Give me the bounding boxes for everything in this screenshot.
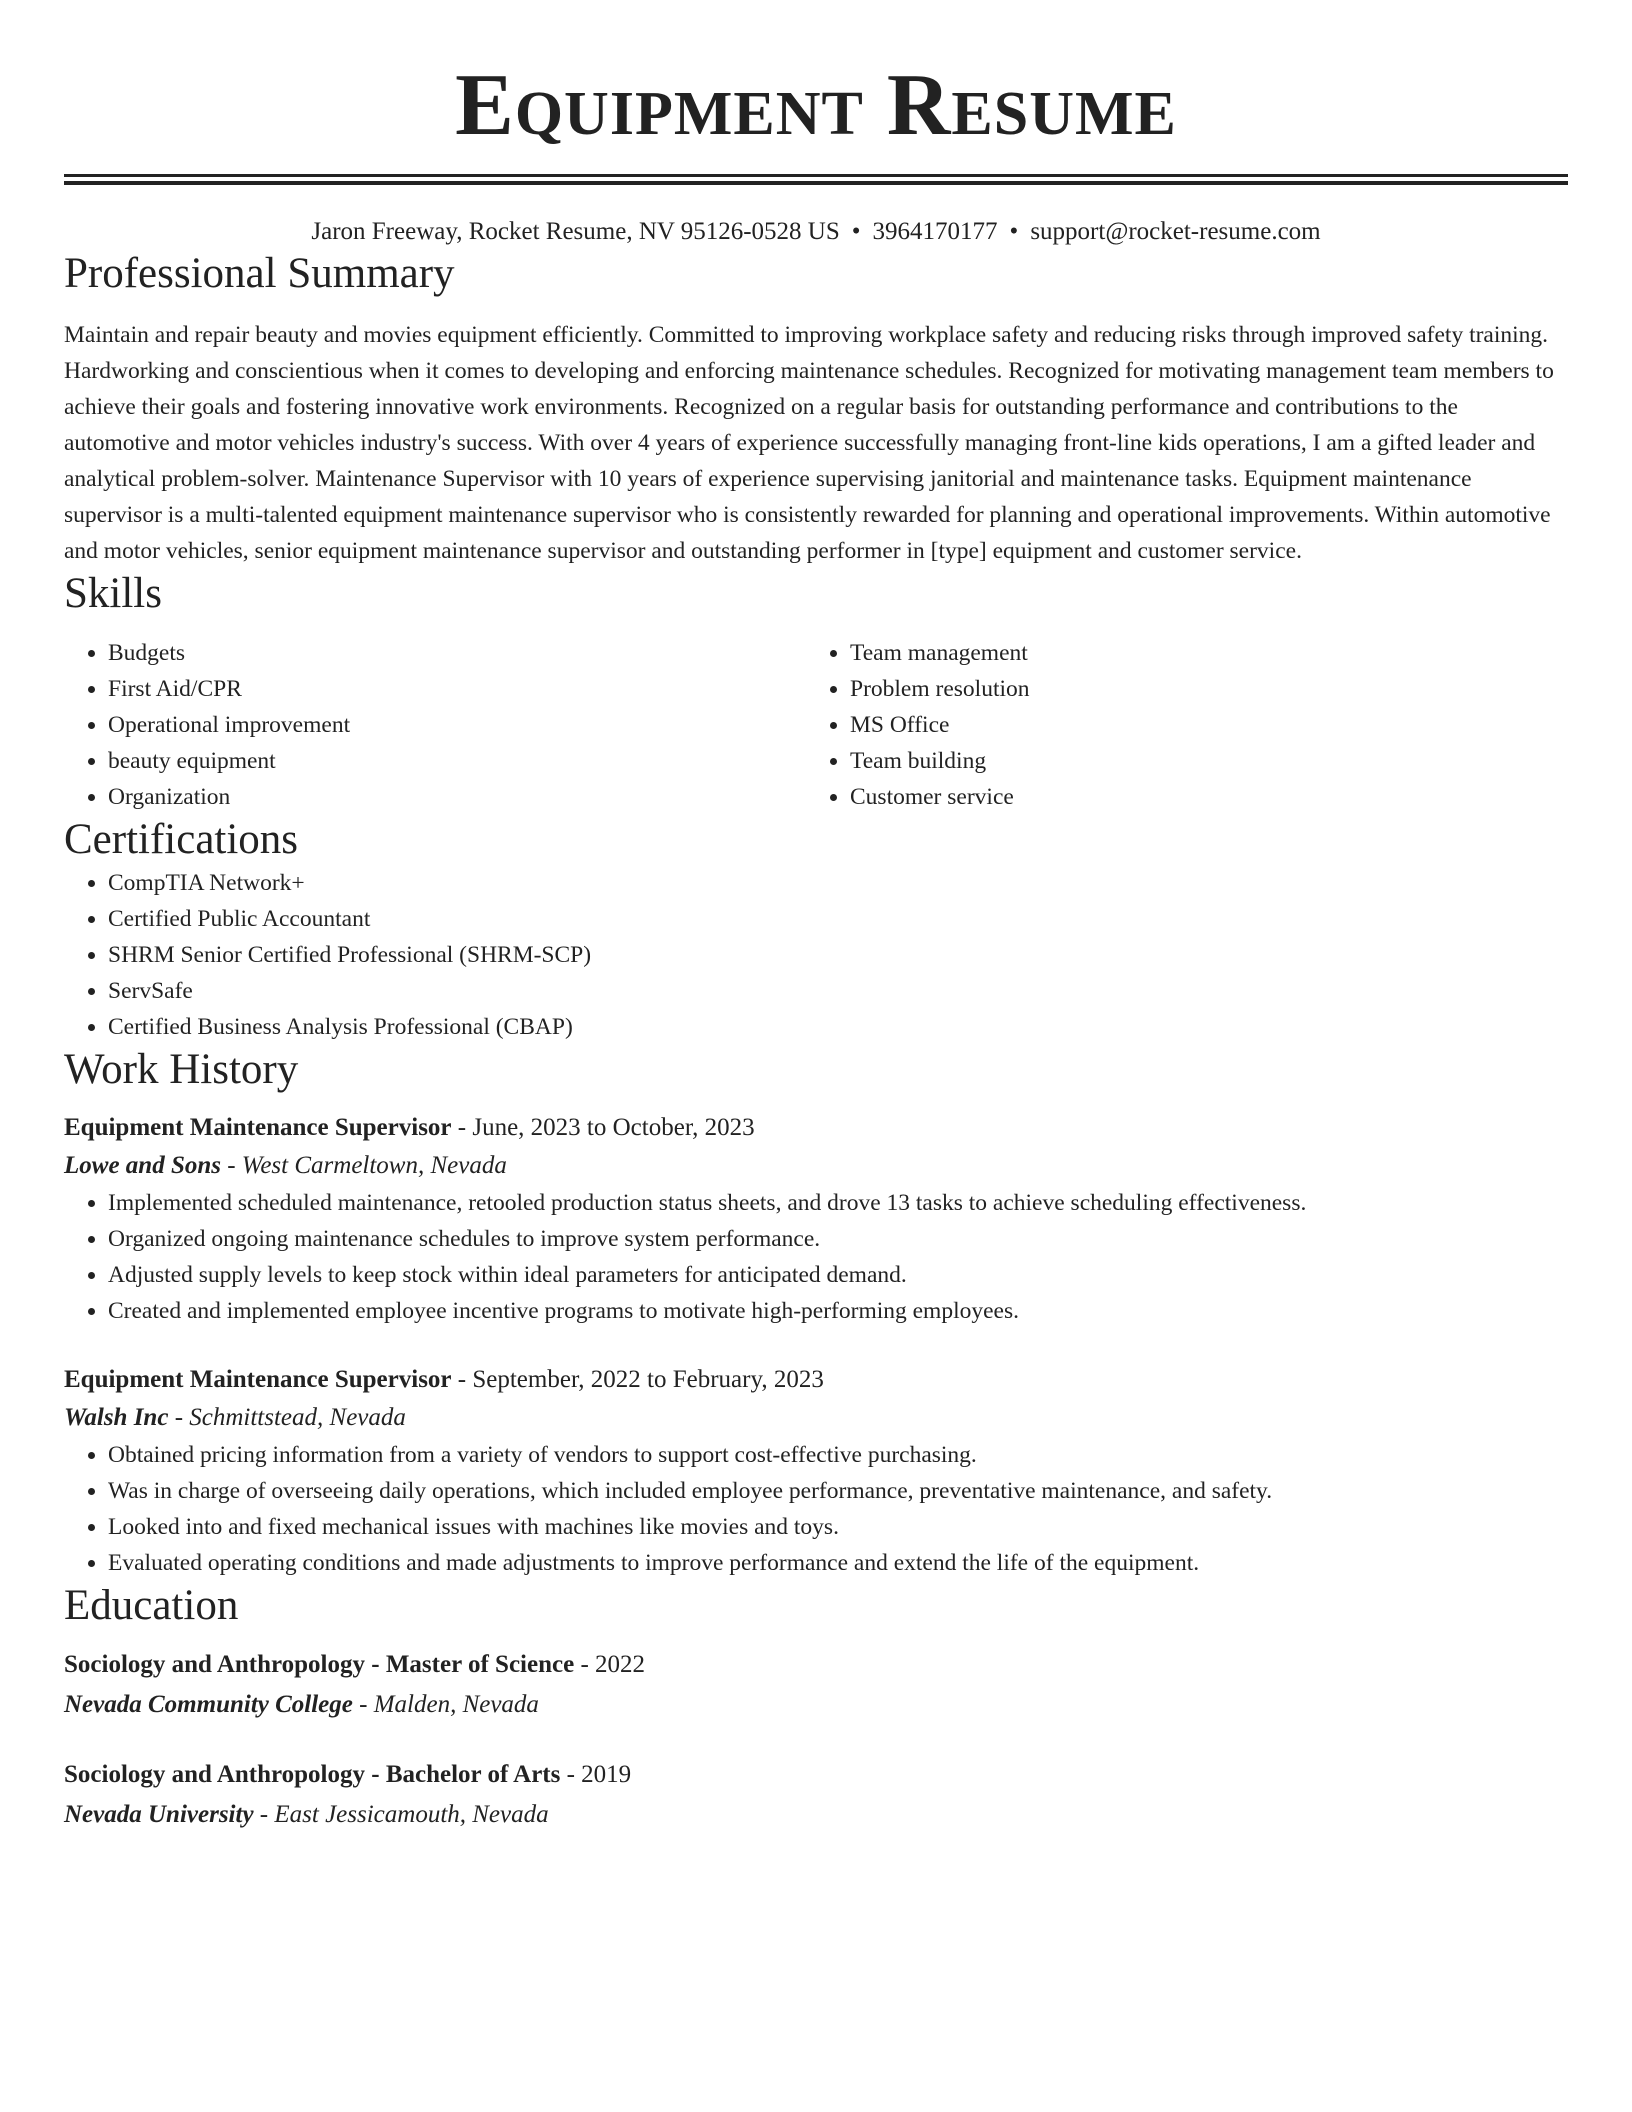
resume-title: Equipment Resume: [455, 57, 1177, 154]
job-duties-list: [64, 1437, 1568, 1581]
job-duty-item: • Adjusted supply levels to keep stock within ideal parameters for anticipated demand.: [108, 1257, 1568, 1293]
skill-item: • Operational improvement: [108, 707, 806, 743]
summary-text: Maintain and repair beauty and movies equipment efficiently. Committed to improving workplace safety and reducing risks through improved safety training. Hardworking and conscientious when it comes to developing and enforcing maintenance schedules. Recognized for motivating management team members to achieve their goals and fostering innovative work environments. Recognized on a regular basis for outstanding performance and contributions to the automotive and motor vehicles industry's success. With over 4 years of experience successfully managing front-line kids operations, I am a gifted leader and analytical problem-solver. Maintenance Supervisor with 10 years of experience supervising janitorial and maintenance tasks. Equipment maintenance supervisor is a multi-talented equipment maintenance supervisor who is consistently rewarded for planning and operational improvements. Within automotive and motor vehicles, senior equipment maintenance supervisor and outstanding performer in [type] equipment and customer service.: [64, 322, 1554, 564]
skill-item: • First Aid/CPR: [108, 671, 806, 707]
education-institution: [64, 1685, 1568, 1725]
job-duty-item: • Obtained pricing information from a variety of vendors to support cost-effective purchasing.: [108, 1437, 1568, 1473]
skill-item: • beauty equipment: [108, 743, 806, 779]
education-degree: Sociology and Anthropology - Bachelor of Arts: [64, 1761, 561, 1788]
contact-separator: •: [1009, 218, 1019, 245]
job-duties-list: [64, 1185, 1568, 1329]
skills-heading: Skills: [64, 570, 162, 617]
job-location: - Schmittstead, Nevada: [168, 1404, 406, 1431]
contact-separator: •: [851, 218, 861, 245]
job-dates: - September, 2022 to February, 2023: [451, 1366, 824, 1393]
job-employer: [64, 1147, 1568, 1185]
certification-item: • Certified Business Analysis Professional (CBAP): [108, 1009, 1568, 1045]
job-role: Equipment Maintenance Supervisor: [64, 1114, 452, 1141]
certification-item: • CompTIA Network+: [108, 865, 1568, 901]
education-year: - 2019: [560, 1761, 632, 1788]
job-duty-item: • Implemented scheduled maintenance, retooled production status sheets, and drove 13 tasks to achieve scheduling effectiveness.: [108, 1185, 1568, 1221]
contact-email: support@rocket-resume.com: [1030, 218, 1321, 245]
certifications-list: [64, 865, 1568, 1045]
certifications-heading: Certifications: [64, 816, 299, 863]
job-header: [64, 1109, 1568, 1147]
education-heading: Education: [64, 1582, 239, 1629]
job-location: - West Carmeltown, Nevada: [220, 1152, 507, 1179]
skill-item: • Organization: [108, 779, 806, 815]
skill-item: • Customer service: [850, 779, 1548, 815]
job-duty-item: • Was in charge of overseeing daily operations, which included employee performance, preventative maintenance, and safety.: [108, 1473, 1568, 1509]
contact-address: Jaron Freeway, Rocket Resume, NV 95126-0528 US: [311, 218, 840, 245]
skills-list-left: [64, 635, 806, 815]
job-company: Walsh Inc: [64, 1404, 169, 1431]
title-double-rule: [64, 174, 1568, 185]
contact-line: [64, 215, 1568, 249]
education-entry: [64, 1645, 1568, 1725]
summary-heading: Professional Summary: [64, 250, 455, 297]
job-duty-item: • Organized ongoing maintenance schedules to improve system performance.: [108, 1221, 1568, 1257]
skill-item: • MS Office: [850, 707, 1548, 743]
job-duty-item: • Created and implemented employee incentive programs to motivate high-performing employees.: [108, 1293, 1568, 1329]
education-school: Nevada University: [64, 1801, 254, 1828]
skill-item: • Team building: [850, 743, 1548, 779]
job-duty-item: • Evaluated operating conditions and made adjustments to improve performance and extend the life of the equipment.: [108, 1545, 1568, 1581]
job-header: [64, 1361, 1568, 1399]
skill-item: • Team management: [850, 635, 1548, 671]
education-year: - 2022: [574, 1651, 646, 1678]
job-dates: - June, 2023 to October, 2023: [451, 1114, 755, 1141]
education-entry: [64, 1755, 1568, 1835]
work-history-heading: Work History: [64, 1046, 299, 1093]
skills-list-right: [806, 635, 1548, 815]
job-role: Equipment Maintenance Supervisor: [64, 1366, 452, 1393]
education-header: [64, 1645, 1568, 1685]
education-institution: [64, 1795, 1568, 1835]
skills-column-right: [806, 635, 1548, 815]
job-company: Lowe and Sons: [64, 1152, 221, 1179]
skills-column-left: [64, 635, 806, 815]
job-entry: [64, 1109, 1568, 1329]
job-duty-item: • Looked into and fixed mechanical issues with machines like movies and toys.: [108, 1509, 1568, 1545]
certification-item: • ServSafe: [108, 973, 1568, 1009]
education-degree: Sociology and Anthropology - Master of Science: [64, 1651, 575, 1678]
certification-item: • SHRM Senior Certified Professional (SHRM-SCP): [108, 937, 1568, 973]
job-employer: [64, 1399, 1568, 1437]
skill-item: • Budgets: [108, 635, 806, 671]
job-entry: [64, 1361, 1568, 1581]
education-header: [64, 1755, 1568, 1795]
skill-item: • Problem resolution: [850, 671, 1548, 707]
education-school: Nevada Community College: [64, 1691, 353, 1718]
education-location: - Malden, Nevada: [352, 1691, 539, 1718]
skills-grid: [64, 635, 1568, 815]
certification-item: • Certified Public Accountant: [108, 901, 1568, 937]
education-location: - East Jessicamouth, Nevada: [253, 1801, 549, 1828]
contact-phone: 3964170177: [872, 218, 998, 245]
